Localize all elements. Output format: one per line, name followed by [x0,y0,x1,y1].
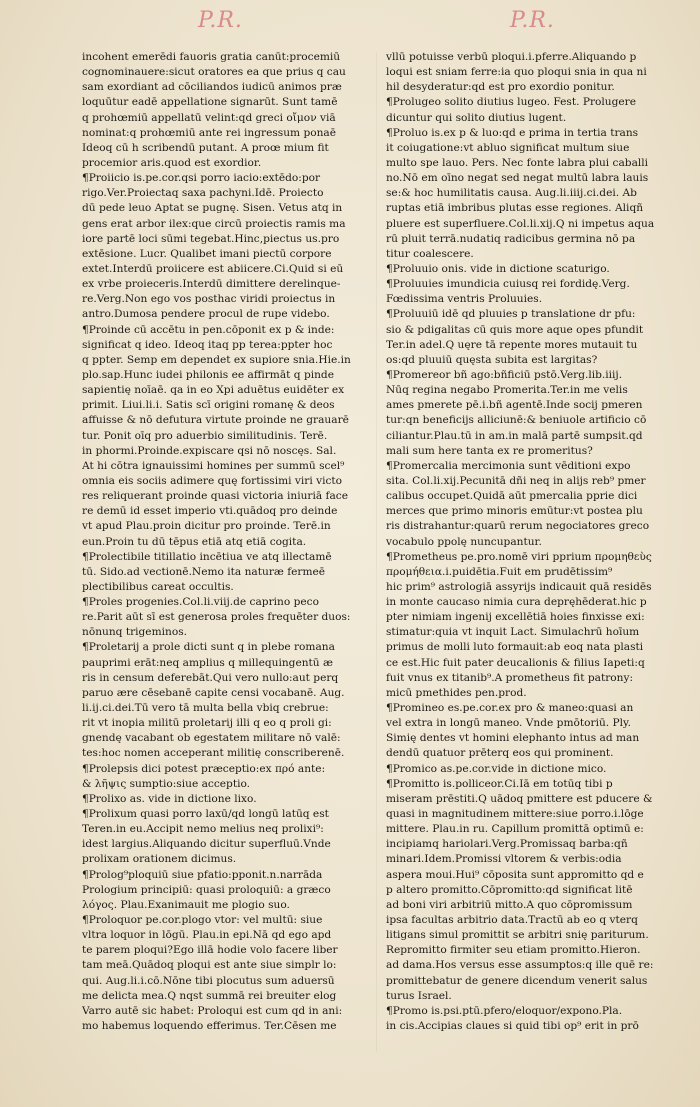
text-line: procemior aris.quod est exordior. [82,156,262,169]
text-line: hic prim⁹ astrologiā assyrijs indicauit quā residēs [386,580,652,593]
text-line: aspera moui.Hui⁹ cōposita sunt appromitto qd e [386,868,644,881]
text-line: ¶Promercalia mercimonia sunt vēditioni expo [386,459,631,472]
text-line: in phormi.Proinde.expiscare qsi nō noscęs. Sal. [82,444,337,457]
text-line: plectibilibus careat occultis. [82,580,234,593]
text-line: multo spe lauo. Pers. Nec fonte labra plui caballi [386,156,649,169]
text-line: re demū id esset imperio vti.quādoq pro deinde [82,505,338,518]
text-line: me delicta mea.Q nqst summā rei breuiter elog [82,989,337,1002]
text-line: eun.Proin tu dū tēpus etiā atq etiā cogita. [82,535,307,548]
text-line: sita. Col.li.xij.Pecunitā dñi neq in alijs reb⁹ pmer [386,474,646,487]
text-line: ex vrbe proieceris.Interdū dimittere derelinque- [82,278,341,291]
text-line: qui. Aug.li.i.cō.Nōne tibi plocutus sum aduersū [82,974,335,987]
folio-mark-right: P.R. [510,8,555,33]
text-line: ris distrahantur:quarū rerum negociatores greco [386,520,650,533]
text-line: q ppter. Semp em dependet ex supiore snia.Hie.in [82,353,351,366]
text-line: Varro autē sic habet: Proloqui est cum qd in ani: [82,1004,343,1017]
text-line: no.Nō em oīno negat sed negat multū labra lauis [386,172,649,185]
text-line: Ideoq cū h scribendū putant. A proœ mium fit [82,141,329,154]
text-line: plo.sap.Hunc iudei philonis ee affirmāt q pinde [82,368,334,381]
text-line: ¶Proluuiū idē qd pluuies p translatione dr pfu: [386,308,636,321]
text-line: Teren.in eu.Accipit nemo melius neq prolixi⁹: [82,823,324,836]
text-line: ¶Prolixum quasi porro laxū/qd longū latūq est [82,808,329,821]
text-line: Ter.in adel.Q uęre tā repente mores mutauit tu [386,338,638,351]
text-line: sapientię noīaē. qa in eo Xpi aduētus euidēter ex [82,384,345,397]
text-line: titur coalescere. [386,247,474,260]
text-line: ames pmerete pē.i.bñ agentē.Inde socij pmeren [386,399,643,412]
text-line: re.Parit aūt sī est generosa proles frequēter duos: [82,611,351,624]
text-line: nominat:q prohœmiū ante rei ingressum ponaē [82,126,337,139]
text-line: mali sum here tanta ex re promeritus? [386,444,593,457]
text-line: Prologium principiū: quasi proloquiū: a græco [82,883,331,896]
text-line: primit. Liui.li.i. Satis scī origini romanę & deos [82,399,335,412]
text-line: extēsione. Lucr. Qualibet imani piectū corpore [82,247,332,260]
text-line: cognominauere:sicut oratores ea que prius q cau [82,66,346,79]
text-line: it coiugatione:vt abluo significat multum siue [386,141,630,154]
text-line: ¶Prolectibile titillatio incētiua ve atq illectamē [82,550,332,563]
text-line: pter nimiam ingenij excellētiā hoies finxisse exi: [386,611,645,624]
text-line: ris in censum deferebāt.Qui vero nullo:aut perq [82,671,339,684]
text-line: ¶Promineo es.pe.cor.ex pro & maneo:quasi an [386,702,634,715]
text-line: merces que primo minoris emūtur:vt postea plu [386,505,643,518]
text-line: paruo ære cēsebanē capite censi vocabanē. Aug. [82,686,345,699]
text-line: promittebatur de genere dicendum venerit salus [386,974,648,987]
text-line: ¶Prolugeo solito diutius lugeo. Fest. Prolugere [386,96,636,109]
text-line: & λῆψις sumptio:siue acceptio. [82,777,251,790]
text-line: ad boni viri arbitriū mitto.A quo cōpromissum [386,898,633,911]
text-line: ¶Proluuies imundicia cuiusq rei fordidę.Verg. [386,278,630,291]
text-line: in monte caucaso nimia cura depręhēderat.hic p [386,596,647,609]
text-line: sam exordiant ad cōciliandos iudicū animos præ [82,81,342,94]
text-line: dū pede leuo Aptat se pugnę. Sisen. Vetus atq in [82,202,343,215]
text-line: sio & pdigalitas cū quis more aque opes pfundit [386,323,644,336]
text-line: ipsa facultas arbitrio data.Tractū ab eo q vterq [386,914,638,927]
text-line: ¶Prolepsis dici potest præceptio:ex πρό ante: [82,762,326,775]
text-line: iore partē loci sūmi tegebat.Hinc,piectus us.pro [82,232,340,245]
text-line: fuit vnus ex titanib⁹.A prometheus fit patrony: [386,671,634,684]
text-line: incohent emerēdi fauoris gratia canūt:procemiū [82,51,341,63]
text-line: ¶Proluuio onis. vide in dictione scaturigo. [386,262,610,275]
text-line: rū pluit terrā.nudatiq radicibus germina nō pa [386,232,636,245]
text-line: prolixam orationem dicimus. [82,853,237,866]
text-line: vocabulo ppolę nuncupantur. [386,535,542,548]
text-line: miseram prēstiti.Q uādoq pmittere est pducere & [386,792,653,805]
text-line: tū. Sido.ad vectionē.Nemo ita naturæ fermeē [82,565,326,578]
text-line: significat q ideo. Ideoq itaq pp terea:ppter hoc [82,338,333,351]
text-line: turus Israel. [386,989,452,1002]
text-line: Nūq regina negabo Promerita.Ter.in me velis [386,384,628,397]
text-line: vltra loquor in lōgū. Plau.in epi.Nā qd ego apd [82,929,332,942]
text-line: primus de molli luto formauit:ab eoq nata plasti [386,641,644,654]
text-line: dicuntur qui solito diutius lugent. [386,111,567,124]
text-line: os:qd pluuiū quęsta subita est largitas? [386,353,598,366]
text-line: litigans simul promittit se arbitri snię pariturum. [386,929,649,942]
text-line: tur:qn beneficijs alliciunē:& beniuole artificio cō [386,414,647,427]
left-text-column [82,50,366,1034]
right-text-column [386,50,658,1034]
text-line: calibus occupet.Quidā aūt pmercalia pprie dici [386,490,638,503]
text-line: ¶Proloquor pe.cor.plogo vtor: vel multū: siue [82,914,323,927]
text-line: in cis.Accipias claues si quid tibi op⁹ erit in prō [386,1020,639,1032]
text-line: ciliantur.Plau.tū in am.in malā partē sumpsit.qd [386,429,643,442]
text-line: rit vt inopia militū proletarij illi q eo q proli gi: [82,717,332,730]
text-line: incipiamq hariolari.Verg.Promissaq barba:qñ [386,838,628,851]
text-line: Fœdissima ventris Proluuies. [386,293,543,306]
text-line: p altero promitto.Cōpromitto:qd significat litē [386,883,633,896]
text-line: quasi in magnitudinem mittere:siue porro.i.lōge [386,808,644,821]
text-line: Repromitto firmiter seu etiam promitto.Hieron. [386,944,641,957]
text-line: idest largius.Aliquando dicitur superfluū.Vnde [82,838,331,851]
text-line: dendū quatuor prēterq eos qui prominent. [386,747,614,760]
text-line: vt apud Plau.proin dicitur pro proinde. Terē.in [82,520,331,533]
text-line: vllū potuisse verbū ploqui.i.pferre.Aliquando p [386,51,637,63]
text-line: At hi cōtra ignauissimi homines per summū scel⁹ [82,459,345,472]
text-line: minari.Idem.Promissi vltorem & verbis:odia [386,853,622,866]
text-line: stimatur:quia vt inquit Lact. Simulachrū hoīum [386,626,640,639]
text-line: προμήθεια.i.puidētia.Fuit em prudētissim⁹ [386,565,613,578]
text-line: hil desyderatur:qd est pro exordio ponitur. [386,81,615,94]
text-line: loqui est sniam ferre:ia quo ploqui snia in qua ni [386,66,647,79]
text-line: ¶Prometheus pe.pro.nomē viri pprium προμηθεὺς [386,550,652,563]
text-line: ce est.Hic fuit pater deucalionis & filius Iapeti:q [386,656,645,669]
text-line: ¶Promo is.psi.ptū.pfero/eloquor/expono.Pla. [386,1004,623,1017]
folio-mark-left: P.R. [198,8,243,33]
text-line: ¶Prolixo as. vide in dictione lixo. [82,792,257,805]
text-line: affuisse & nō defutura virtute proinde ne grauarē [82,414,349,427]
column-gutter [376,52,377,1052]
text-line: extet.Interdū proiicere est abiicere.Ci.Quid si eū [82,262,344,275]
text-line: re.Verg.Non ego vos posthac viridi proiectus in [82,293,336,306]
text-line: ¶Proles progenies.Col.li.viij.de caprino peco [82,596,319,609]
text-line: pauprimi erāt:neq amplius q millequingentū æ [82,656,333,669]
text-line: mo habemus loquendo efferimus. Ter.Cēsen me [82,1020,337,1032]
text-line: res reliquerant proinde quasi victoria iniuriā face [82,490,348,503]
text-line: ruptas etiā imbribus plutas esse regiones. Aliqñ [386,202,644,215]
text-line: loquūtur eadē appellatione signarūt. Sunt tamē [82,96,338,109]
text-line: tur. Ponit oīq pro aduerbio similitudinis. Terē. [82,429,328,442]
text-line: se:& hoc humilitatis causa. Aug.li.iiij.ci.dei. Ab [386,187,637,200]
text-line: ¶Proluo is.ex p & luo:qd e prima in tertia trans [386,126,639,139]
text-line: ¶Promitto is.polliceor.Ci.Iā em totūq tibi p [386,777,613,790]
text-line: omnia eis sociis adimere quę fortissimi viri victo [82,474,343,487]
text-line: tam meā.Quādoq ploqui est ante siue simplr lo: [82,959,337,972]
text-line: rigo.Ver.Proiectaq saxa pachyni.Idē. Proiecto [82,187,324,200]
text-line: micū pmethides pen.prod. [386,686,527,699]
text-line: ¶Promico as.pe.cor.vide in dictione mico. [386,762,607,775]
text-line: te parem ploqui?Ego illā hodie volo facere liber [82,944,338,957]
text-line: ¶Proletarij a prole dicti sunt q in plebe romana [82,641,335,654]
text-line: mittere. Plau.in ru. Capillum promittā optimū e: [386,823,644,836]
text-line: ¶Promereor bñ ago:bñficiū pstō.Verg.lib.iiij. [386,368,623,381]
text-line: nōnunq trigeminos. [82,626,188,639]
text-line: antro.Dumosa pendere procul de rupe videbo. [82,308,330,321]
text-line: λόγος. Plau.Exanimauit me plogio suo. [82,898,290,911]
text-line: li.ij.ci.dei.Tū vero tā multa bella vbiq crebrue: [82,702,329,715]
text-line: vel extra in longū maneo. Vnde pmōtoriū. Ply. [386,717,631,730]
text-line: ¶Proinde cū accētu in pen.cōponit ex p & inde: [82,323,335,336]
text-line: ¶Proiicio is.pe.cor.qsi porro iacio:extēdo:por [82,172,321,185]
text-line: pluere est superfluere.Col.li.xij.Q ni impetus aqua [386,217,655,230]
text-line: Simię dentes vt homini elephanto intus ad man [386,732,640,745]
text-line: ad dama.Hos versus esse assumptos:q ille quē re: [386,959,654,972]
text-line: gens erat arbor ilex:que circū proiectis ramis ma [82,217,346,230]
text-line: gnendę vacabant ob egestatem militare nō valē: [82,732,341,745]
text-line: tes:hoc nomen acceperant militię conscriberenē. [82,747,345,760]
text-line: ¶Prolog⁹ploquiū siue pfatio:pponit.n.narrāda [82,868,323,881]
text-line: q prohœmiū appellatū velint:qd greci οἴμον viā [82,111,336,124]
